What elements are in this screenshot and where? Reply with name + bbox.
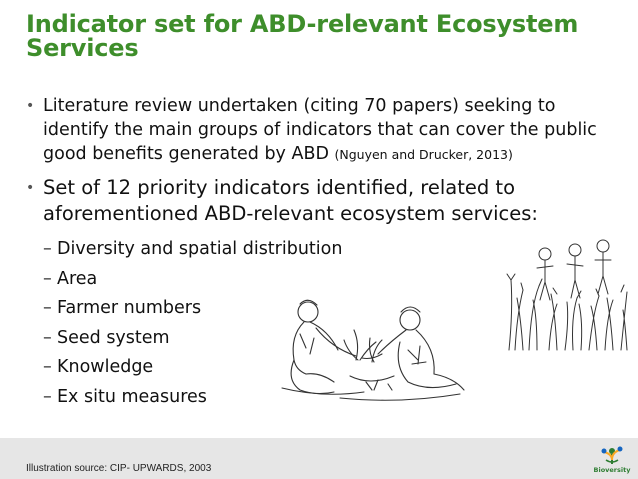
dash: –: [43, 298, 52, 318]
sub-item-text: Diversity and spatial distribution: [57, 239, 343, 259]
bullet-text: Literature review undertaken (citing 70 papers) seeking to identify the main groups of indicators that can cover the public good benefits generated by ABD: [43, 96, 597, 164]
dash: –: [43, 268, 52, 289]
bullet-literature-review: [26, 94, 616, 167]
bullet-text: Set of 12 priority indicators identified, related to aforementioned ABD-relevant ecosystem services:: [43, 176, 538, 225]
bullet-dot: •: [26, 98, 35, 114]
sub-item-text: Knowledge: [57, 357, 154, 377]
citation: (Nguyen and Drucker, 2013): [334, 147, 513, 162]
bullet-priority-indicators: [26, 175, 616, 227]
bioversity-logo: [592, 442, 632, 478]
farmers-illustration: [270, 290, 485, 405]
bullet-dot: •: [26, 180, 35, 196]
svg-text:Bioversity: Bioversity: [593, 466, 631, 474]
sub-item-text: Area: [57, 268, 98, 289]
dash: –: [43, 239, 52, 259]
dash: –: [43, 386, 52, 407]
illustration-source: Illustration source: CIP- UPWARDS, 2003: [26, 463, 212, 474]
field-illustration: [505, 232, 630, 352]
sub-item-text: Ex situ measures: [57, 386, 207, 407]
sub-item-text: Farmer numbers: [57, 298, 202, 318]
slide-title: Indicator set for ABD-relevant Ecosystem Services: [26, 10, 579, 62]
sub-item-text: Seed system: [57, 327, 170, 348]
dash: –: [43, 357, 52, 377]
dash: –: [43, 327, 52, 348]
